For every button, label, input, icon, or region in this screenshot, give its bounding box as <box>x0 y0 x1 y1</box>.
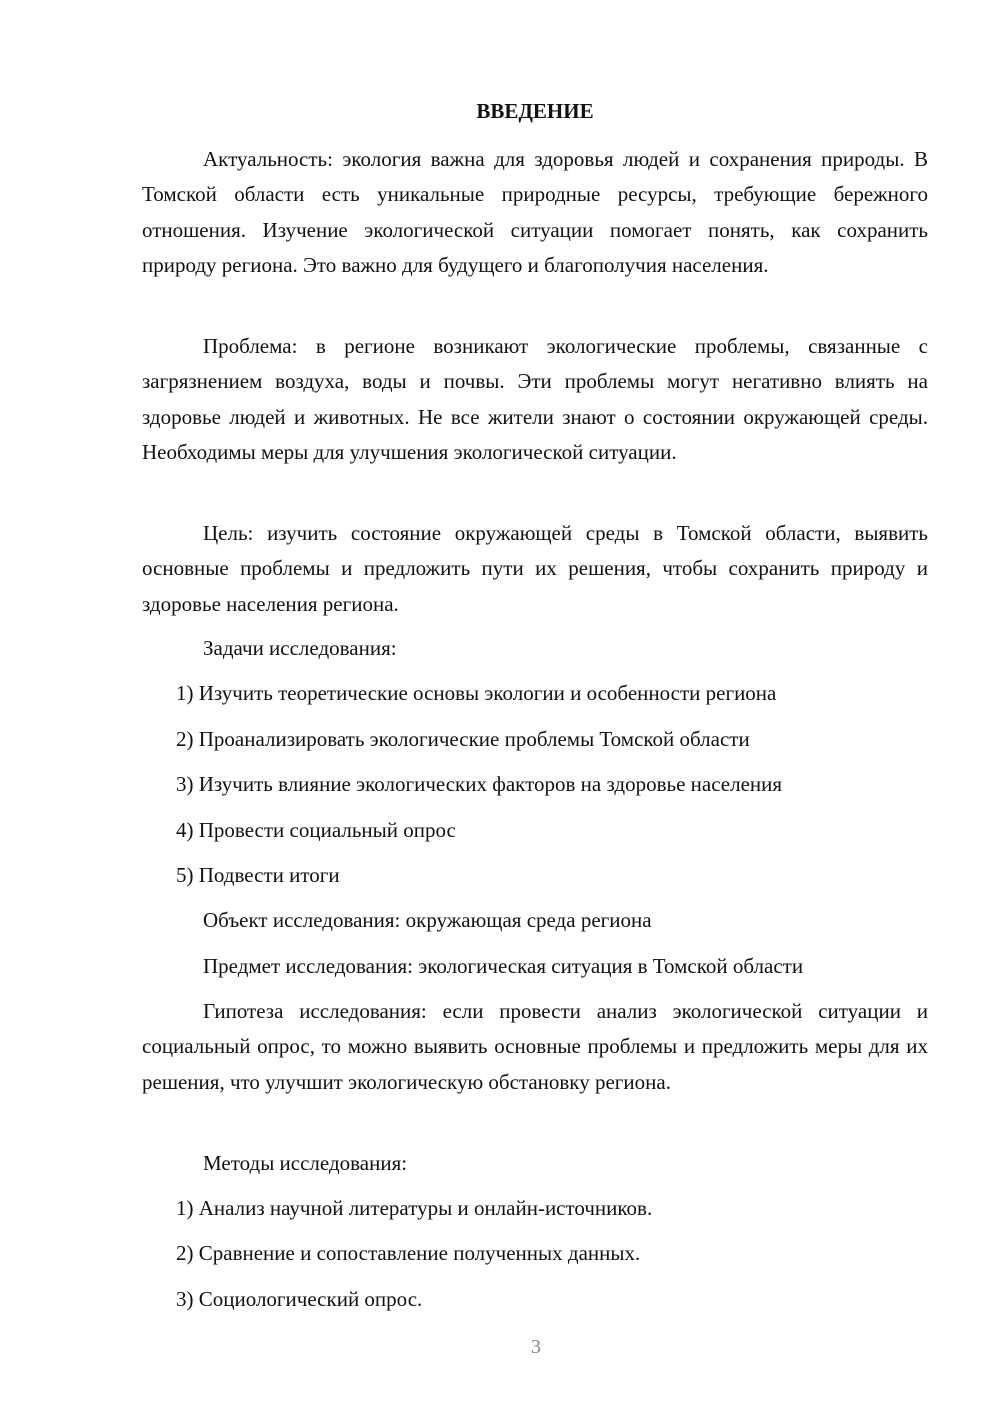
research-object: Объект исследования: окружающая среда региона <box>203 908 652 932</box>
method-item: 1) Анализ научной литературы и онлайн-источников. <box>176 1196 653 1220</box>
task-item: 1) Изучить теоретические основы экологии и особенности региона <box>176 681 777 705</box>
task-item: 4) Провести социальный опрос <box>176 818 456 842</box>
page-number: 3 <box>531 1336 541 1358</box>
relevance-paragraph: Актуальность: экология важна для здоровья людей и сохранения природы. В Томской области есть уникальные природные ресурсы, требующие бережного отношения. Изучение экологической ситуации помогает понять, как сохранить природу региона. Это важно для будущего и благополучия населения. <box>142 147 928 277</box>
task-item: 5) Подвести итоги <box>176 863 340 887</box>
tasks-heading: Задачи исследования: <box>203 636 397 660</box>
methods-heading: Методы исследования: <box>203 1151 408 1175</box>
method-item: 2) Сравнение и сопоставление полученных данных. <box>176 1241 641 1265</box>
hypothesis-paragraph: Гипотеза исследования: если провести анализ экологической ситуации и социальный опрос, то можно выявить основные проблемы и предложить меры для их решения, что улучшит экологическую обстановку региона. <box>142 999 928 1094</box>
goal-paragraph: Цель: изучить состояние окружающей среды в Томской области, выявить основные проблемы и предложить пути их решения, чтобы сохранить природу и здоровье населения региона. <box>142 521 928 616</box>
method-item: 3) Социологический опрос. <box>176 1287 423 1311</box>
task-item: 3) Изучить влияние экологических факторов на здоровье населения <box>176 772 783 796</box>
page-title: ВВЕДЕНИЕ <box>476 99 594 123</box>
task-item: 2) Проанализировать экологические проблемы Томской области <box>176 727 750 751</box>
problem-paragraph: Проблема: в регионе возникают экологические проблемы, связанные с загрязнением воздуха, воды и почвы. Эти проблемы могут негативно влиять на здоровье людей и животных. Не все жители знают о состоянии окружающей среды. Необходимы меры для улучшения экологической ситуации. <box>142 334 928 464</box>
research-subject: Предмет исследования: экологическая ситуация в Томской области <box>203 954 804 978</box>
